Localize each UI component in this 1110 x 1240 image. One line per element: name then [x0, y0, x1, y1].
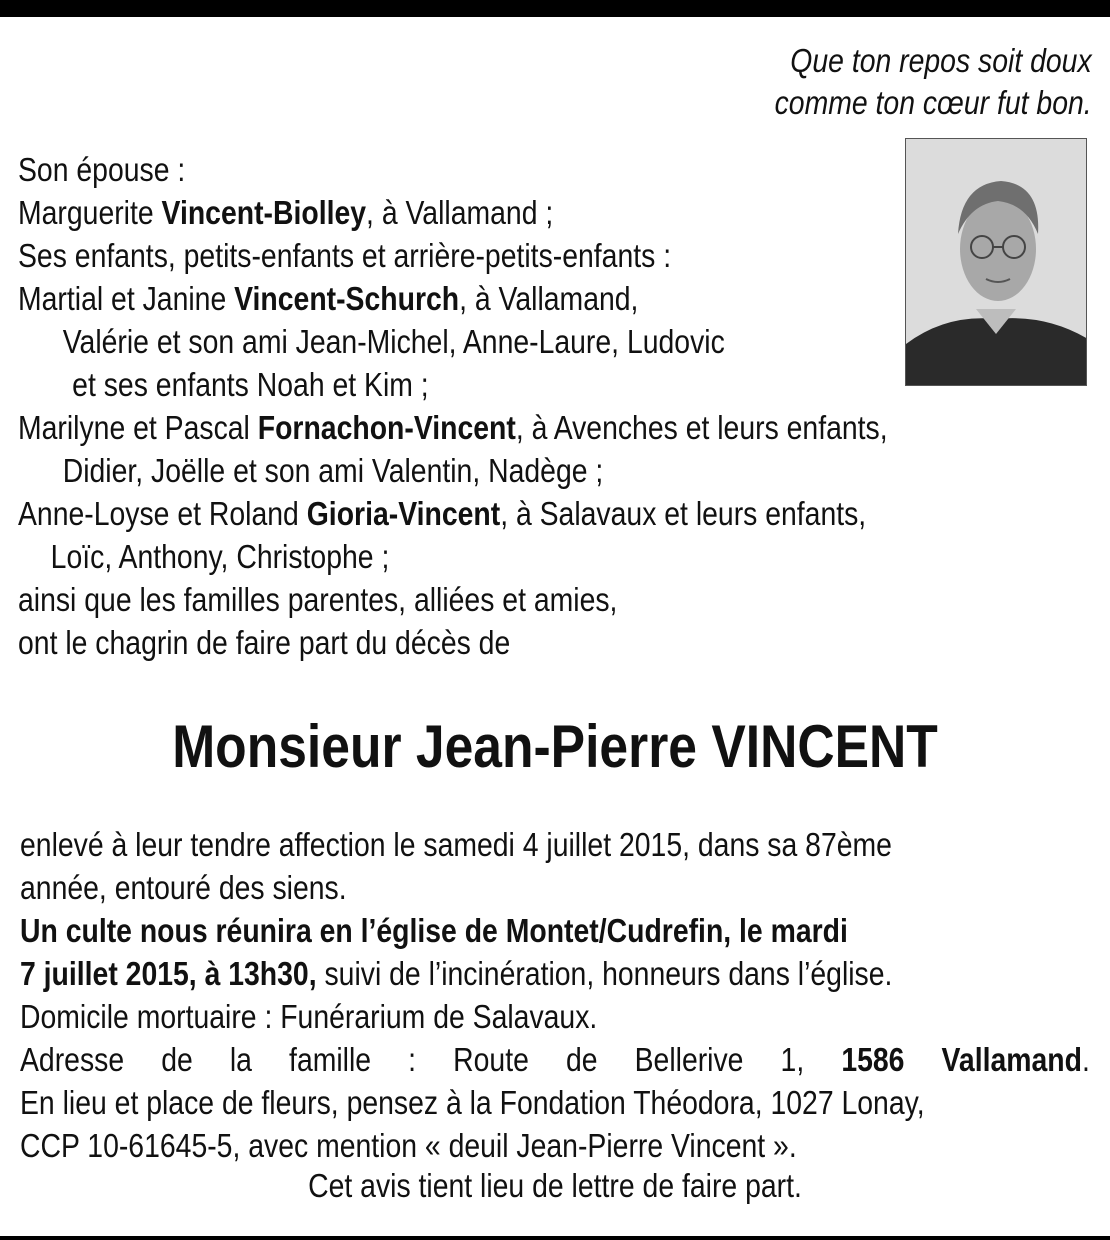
- body-line: Un culte nous réunira en l’église de Montet/Cudrefin, le mardi: [20, 912, 848, 949]
- family-line: et ses enfants Noah et Kim ;: [72, 366, 429, 403]
- body-line: En lieu et place de fleurs, pensez à la Fondation Théodora, 1027 Lonay,: [20, 1084, 925, 1121]
- closing-note: Cet avis tient lieu de lettre de faire part.: [308, 1167, 802, 1204]
- family-line: Martial et Janine Vincent-Schurch, à Vallamand,: [18, 280, 639, 317]
- family-list: [18, 148, 888, 664]
- body-line: Domicile mortuaire : Funérarium de Salavaux.: [20, 998, 598, 1035]
- family-line: Marguerite Vincent-Biolley, à Vallamand ;: [18, 194, 554, 231]
- family-line: ainsi que les familles parentes, alliées et amies,: [18, 581, 618, 618]
- epigraph-quote: [775, 40, 1092, 124]
- family-line: Ses enfants, petits-enfants et arrière-petits-enfants :: [18, 237, 672, 274]
- family-line: Valérie et son ami Jean-Michel, Anne-Laure, Ludovic: [62, 323, 725, 360]
- bottom-rule: [0, 1236, 1110, 1240]
- body-line: 7 juillet 2015, à 13h30, suivi de l’incinération, honneurs dans l’église.: [20, 955, 893, 992]
- family-line: Marilyne et Pascal Fornachon-Vincent, à Avenches et leurs enfants,: [18, 409, 888, 446]
- body-line: enlevé à leur tendre affection le samedi 4 juillet 2015, dans sa 87ème: [20, 826, 892, 863]
- family-line: ont le chagrin de faire part du décès de: [18, 624, 511, 661]
- top-rule: [0, 0, 1110, 17]
- body-line: Adresse de la famille : Route de Bellerive 1, 1586 Vallamand.: [20, 1041, 1090, 1078]
- quote-line: Que ton repos soit doux: [790, 42, 1092, 79]
- body-line: année, entouré des siens.: [20, 869, 347, 906]
- family-line: Loïc, Anthony, Christophe ;: [50, 538, 390, 575]
- portrait-photo: [905, 138, 1087, 386]
- family-line: Anne-Loyse et Roland Gioria-Vincent, à Salavaux et leurs enfants,: [18, 495, 867, 532]
- announcement-body: [20, 823, 1090, 1167]
- body-line: CCP 10-61645-5, avec mention « deuil Jean-Pierre Vincent ».: [20, 1127, 797, 1164]
- family-line: Son épouse :: [18, 151, 186, 188]
- family-line: Didier, Joëlle et son ami Valentin, Nadège ;: [62, 452, 604, 489]
- deceased-name-heading: Monsieur Jean-Pierre VINCENT: [172, 713, 938, 780]
- quote-line: comme ton cœur fut bon.: [774, 84, 1092, 121]
